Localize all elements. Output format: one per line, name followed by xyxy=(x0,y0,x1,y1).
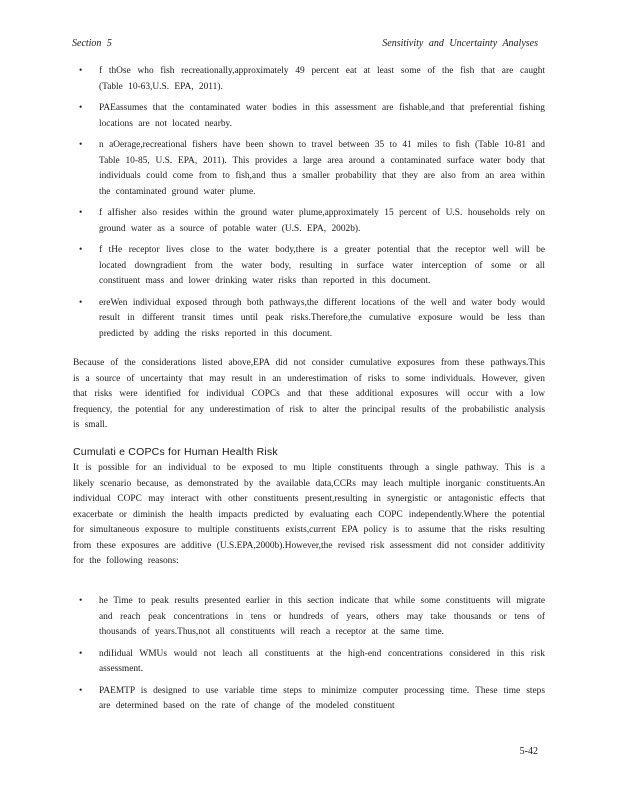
bullet-mark: • xyxy=(79,245,83,255)
list-item xyxy=(79,243,545,290)
bullet-mark: • xyxy=(79,596,83,606)
bullet-mark: • xyxy=(79,140,83,150)
list-item xyxy=(79,64,545,95)
list-item xyxy=(79,647,545,678)
list-item-text: PAEassumes that the contaminated water bodies in this assessment are fishable,and that preferential fishing locations are not located nearby. xyxy=(99,103,545,129)
page-header xyxy=(72,38,538,52)
section-title: Sensitivity and Uncertainty Analyses xyxy=(382,38,538,49)
list-item-text: he Time to peak results presented earlier in this section indicate that while some constituents will migrate and reach peak concentrations in tens or hundreds of years, others may take thousands or tens of thousands of years.Thus,not all constituents will reach a receptor at the same time. xyxy=(99,596,545,637)
body-paragraph: Because of the considerations listed above,EPA did not consider cumulative exposures from these pathways.This is a source of uncertainty that may result in an underestimation of risks to some individuals. However, given that risks were identified for individual COPCs and that these additional exposures will occur with a low frequency, the potential for any underestimation of risk to alter the principal results of the probabilistic analysis is small. xyxy=(73,358,545,430)
bullet-mark: • xyxy=(79,103,83,113)
list-item-text: f thOse who fish recreationally,approximately 49 percent eat at least some of the fish that are caught (Table 10-63,U.S. EPA, 2011). xyxy=(99,66,545,92)
list-item-text: f tHe receptor lives close to the water body,there is a greater potential that the receptor well will be located downgradient from the water body, resulting in surface water interception of some or all constituent mass and lower drinking water risks than reported in this document. xyxy=(99,245,545,286)
list-item xyxy=(79,296,545,343)
bullet-mark: • xyxy=(79,297,83,308)
list-item xyxy=(79,101,545,132)
body-paragraph: It is possible for an individual to be exposed to mu ltiple constituents through a single pathway. This is a likely scenario because, as demonstrated by the available data,CCRs may leach multiple inorganic constituents.An individual COPC may interact with other constituents present,resulting in synergistic or antagonistic effects that exacerbate or diminish the health impacts predicted by evaluating each COPC independently.Where the potential for simultaneous exposure to multiple constituents exists,current EPA policy is to assume that the risks resulting from these exposures are additive (U.S.EPA,2000b).However,the revised risk assessment did not consider additivity for the following reasons: xyxy=(73,463,545,566)
page-number: 5-42 xyxy=(519,746,538,757)
list-item xyxy=(79,594,545,641)
list-item-text: PAEMTP is designed to use variable time steps to minimize computer processing time. These time steps are determined based on the rate of change of the modeled constituent xyxy=(99,685,545,711)
list-item-text: ndiIidual WMUs would not leach all constituents at the high-end concentrations considered in this risk assessment. xyxy=(99,648,545,674)
section-label: Section 5 xyxy=(72,38,112,49)
list-item xyxy=(79,206,545,237)
list-item-text: ereWen individual exposed through both pathways,the different locations of the well and water body would result in different transit times until peak risks.Therefore,the cumulative exposure would be less than predicted by adding the risks reported in this document. xyxy=(99,297,545,339)
bullet-mark: • xyxy=(79,66,83,76)
bullet-mark: • xyxy=(79,648,83,659)
bullet-list-bottom xyxy=(79,594,545,721)
bullet-list-top xyxy=(79,64,545,348)
bullet-mark: • xyxy=(79,208,83,218)
section-heading: Cumulati e COPCs for Human Health Risk xyxy=(73,446,278,458)
list-item-text: n aOerage,recreational fishers have been shown to travel between 35 to 41 miles to fish (Table 10-81 and Table 10-85, U.S. EPA, 2011). This provides a large area around a contaminated surface water body that individuals could come from to fish,and thus a smaller probability that they are also from an area within the contaminated ground water plume. xyxy=(99,140,545,197)
bullet-mark: • xyxy=(79,685,83,696)
list-item xyxy=(79,684,545,715)
list-item xyxy=(79,138,545,200)
list-item-text: f aIfisher also resides within the ground water plume,approximately 15 percent of U.S. households rely on ground water as a source of potable water (U.S. EPA, 2002b). xyxy=(99,208,545,234)
